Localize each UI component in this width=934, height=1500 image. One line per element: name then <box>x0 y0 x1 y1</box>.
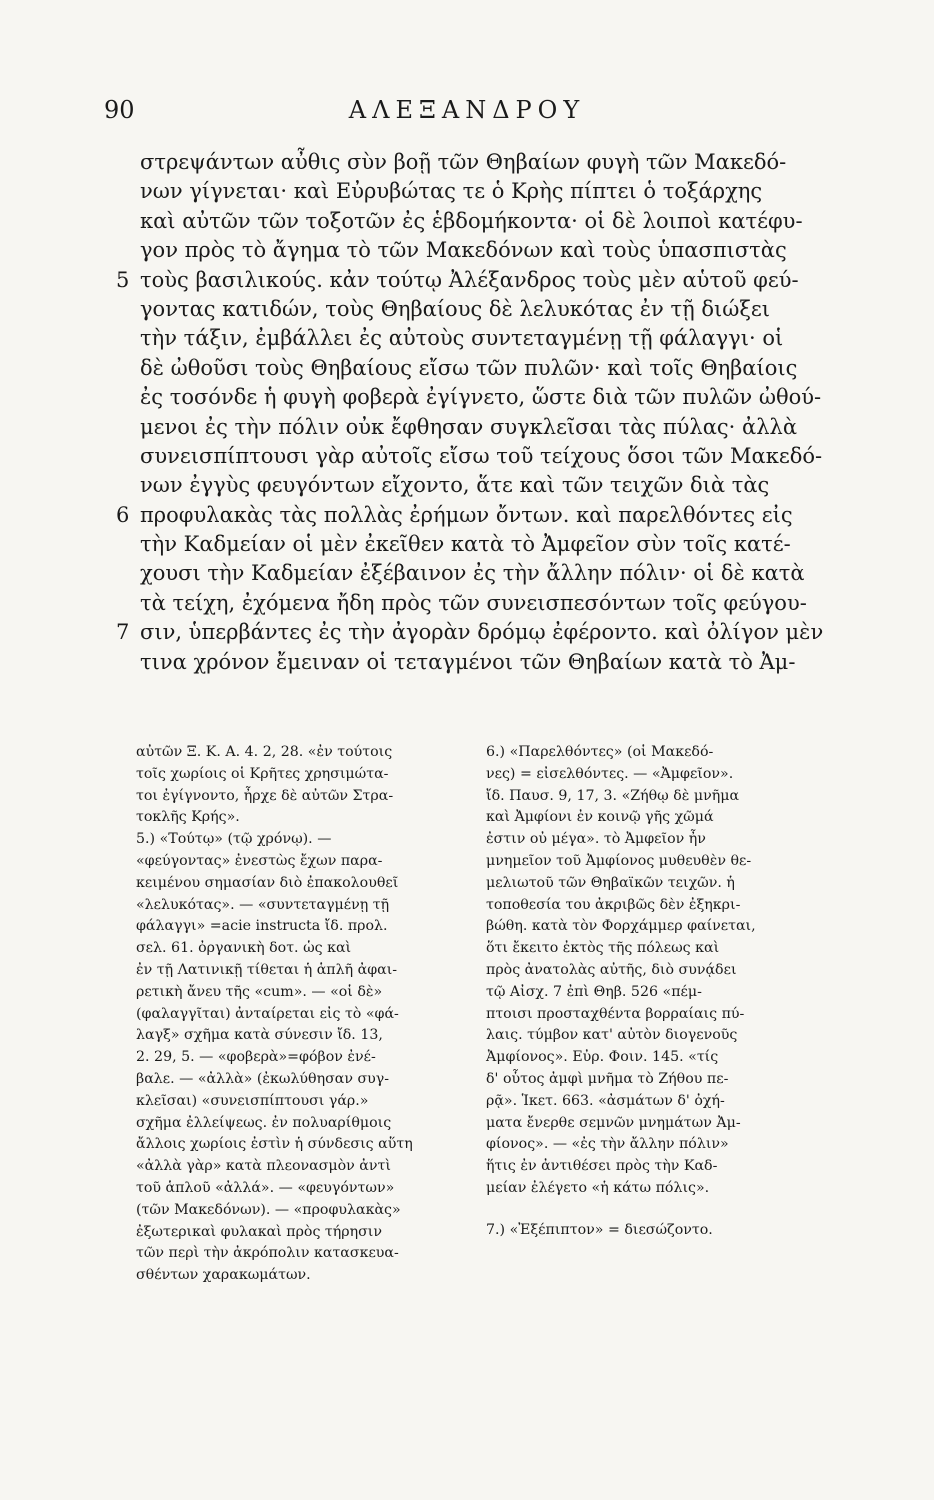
note-line: φάλαγγι» =acie instructa ἴδ. προλ. <box>136 918 388 935</box>
text-line <box>106 177 826 206</box>
page-header <box>0 96 934 136</box>
line-text: χουσι τὴν Καδμείαν ἐξέβαινον ἐς τὴν ἄλλην πόλιν· οἱ δὲ κατὰ <box>140 561 805 586</box>
line-text: γοντας κατιδών, τοὺς Θηβαίους δὲ λελυκότας ἐν τῇ διώξει <box>140 296 771 321</box>
main-text <box>106 148 826 677</box>
text-line <box>106 324 826 353</box>
note-line: μνημεῖον τοῦ Ἀμφίονος μυθευθὲν θε- <box>486 852 752 869</box>
note-line: σελ. 61. ὀργανικὴ δοτ. ὡς καὶ <box>136 940 352 957</box>
line-text: μενοι ἐς τὴν πόλιν οὐκ ἔφθησαν συγκλεῖσαι τὰς πύλας· ἀλλὰ <box>140 414 797 439</box>
note-line: λαις. τύμβον κατ' αὐτὸν διογενοῦς <box>486 1027 738 1044</box>
note-line: (φαλαγγῖται) ἀνταίρεται εἰς τὸ «φά- <box>136 1005 399 1022</box>
note-line: αὐτῶν Ξ. Κ. Α. 4. 2, 28. «ἐν τούτοις <box>136 744 393 760</box>
page-number: 90 <box>104 96 135 124</box>
note-line: σχῆμα ἐλλείψεως. ἐν πολυαρίθμοις <box>136 1114 392 1131</box>
line-text: τὴν Καδμείαν οἱ μὲν ἐκεῖθεν κατὰ τὸ Ἀμφεῖον σὺν τοῖς κατέ- <box>140 532 791 557</box>
note-line: τοι ἐγίγνοντο, ἦρχε δὲ αὐτῶν Στρα- <box>136 787 394 804</box>
note-line: ἐξωτερικαὶ φυλακαὶ πρὸς τήρησιν <box>136 1223 382 1240</box>
note-line: φίονος». — «ἐς τὴν ἄλλην πόλιν» <box>486 1136 729 1153</box>
text-line <box>106 559 826 588</box>
note-line: τοῦ ἁπλοῦ «ἀλλά». — «φευγόντων» <box>136 1179 395 1196</box>
text-line <box>106 354 826 383</box>
note-line: τῶν περὶ τὴν ἀκρόπολιν κατασκευα- <box>136 1245 399 1262</box>
line-text: τὰ τείχη, ἐχόμενα ἤδη πρὸς τῶν συνεισπεσόντων τοῖς φεύγου- <box>140 590 807 615</box>
note-line: ματα ἔνερθε σεμνῶν μνημάτων Ἀμ- <box>486 1114 741 1131</box>
note-line: 5.) «Τούτῳ» (τῷ χρόνῳ). — <box>136 831 332 848</box>
line-text: τὴν τάξιν, ἐμβάλλει ἐς αὐτοὺς συντεταγμένῃ τῇ φάλαγγι· οἱ <box>140 326 784 351</box>
running-title: ΑΛΕΞΑΝΔΡΟΥ <box>348 96 586 124</box>
note-line: βώθη. κατὰ τὸν Φορχάμμερ φαίνεται, <box>486 918 756 935</box>
note-line: ἥτις ἐν ἀντιθέσει πρὸς τὴν Καδ- <box>486 1158 718 1175</box>
line-text: στρεψάντων αὖθις σὺν βοῇ τῶν Θηβαίων φυγὴ τῶν Μακεδό- <box>140 150 787 174</box>
note-line: ἐν τῇ Λατινικῇ τίθεται ἡ ἁπλῆ ἀφαι- <box>136 961 398 978</box>
note-line: 7.) «Ἐξέπιπτον» = διεσώζοντο. <box>486 1221 713 1238</box>
text-line <box>106 148 826 177</box>
line-text: σιν, ὑπερβάντες ἐς τὴν ἀγορὰν δρόμῳ ἐφέροντο. καὶ ὀλίγον μὲν <box>140 620 824 645</box>
note-line: 6.) «Παρελθόντες» (οἱ Μακεδό- <box>486 744 714 760</box>
section-number: 5 <box>116 267 130 292</box>
text-line <box>106 383 826 412</box>
notes-left-column <box>136 742 466 1287</box>
note-line: λαγξ» σχῆμα κατὰ σύνεσιν ἴδ. 13, <box>136 1027 383 1044</box>
note-line: πρὸς ἀνατολὰς αὐτῆς, διὸ συνᾴδει <box>486 961 737 978</box>
note-line: πτοισι προσταχθέντα βορραίαις πύ- <box>486 1005 745 1022</box>
note-line: καὶ Ἀμφίονι ἐν κοινῷ γῆς χῶμά <box>486 809 714 826</box>
note-line: μείαν ἐλέγετο «ἡ κάτω πόλις». <box>486 1179 710 1196</box>
text-line <box>106 648 826 677</box>
line-text: δὲ ὠθοῦσι τοὺς Θηβαίους εἴσω τῶν πυλῶν· καὶ τοῖς Θηβαίοις <box>140 355 798 380</box>
text-line <box>106 442 826 471</box>
note-line: τοκλῆς Κρής». <box>136 809 240 826</box>
note-line: 2. 29, 5. — «φοβερὰ»=φόβον ἐνέ- <box>136 1049 376 1066</box>
text-line <box>106 589 826 618</box>
note-line: τοποθεσία του ἀκριβῶς δὲν ἐξηκρι- <box>486 896 741 913</box>
text-line <box>106 413 826 442</box>
note-line: ἐστιν οὐ μέγα». τὸ Ἀμφεῖον ἦν <box>486 831 706 848</box>
note-line: «λελυκότας». — «συντεταγμένῃ τῇ <box>136 896 390 913</box>
note-line: ὅτι ἔκειτο ἐκτὸς τῆς πόλεως καὶ <box>486 940 720 957</box>
note-line: βαλε. — «ἀλλὰ» (ἐκωλύθησαν συγ- <box>136 1070 390 1087</box>
text-line <box>106 295 826 324</box>
note-line: σθέντων χαρακωμάτων. <box>136 1267 311 1284</box>
note-line: (τῶν Μακεδόνων). — «προφυλακὰς» <box>136 1201 401 1218</box>
note-line: Ἀμφίονος». Εὐρ. Φοιν. 145. «τίς <box>486 1049 719 1066</box>
line-text: τοὺς βασιλικούς. κἀν τούτῳ Ἀλέξανδρος τοὺς μὲν αὑτοῦ φεύ- <box>140 267 799 292</box>
line-text: νων γίγνεται· καὶ Εὐρυβώτας τε ὁ Κρὴς πίπτει ὁ τοξάρχης <box>140 179 763 204</box>
text-line <box>106 530 826 559</box>
section-number: 6 <box>116 502 130 527</box>
note-line: «ἀλλὰ γὰρ» κατὰ πλεονασμὸν ἀντὶ <box>136 1158 391 1175</box>
note-line: δ' οὗτος ἀμφὶ μνῆμα τὸ Ζήθου πε- <box>486 1070 729 1087</box>
line-text: νων ἐγγὺς φευγόντων εἴχοντο, ἅτε καὶ τῶν τειχῶν διὰ τὰς <box>140 473 770 498</box>
line-text: συνεισπίπτουσι γὰρ αὐτοῖς εἴσω τοῦ τείχους ὅσοι τῶν Μακεδό- <box>140 443 823 468</box>
line-text: προφυλακὰς τὰς πολλὰς ἐρήμων ὄντων. καὶ παρελθόντες εἰς <box>140 502 793 527</box>
note-line: «φεύγοντας» ἐνεστὼς ἔχων παρα- <box>136 852 383 869</box>
line-text: γον πρὸς τὸ ἄγημα τὸ τῶν Μακεδόνων καὶ τοὺς ὑπασπιστὰς <box>140 238 787 263</box>
note-line: νες) = εἰσελθόντες. — «Ἀμφεῖον». <box>486 765 734 782</box>
text-line <box>106 471 826 500</box>
text-line <box>106 236 826 265</box>
text-line <box>106 207 826 236</box>
note-line: ρᾷ». Ἱκετ. 663. «ἀσμάτων δ' ὀχή- <box>486 1092 725 1109</box>
text-line <box>106 501 826 530</box>
note-line: τοῖς χωρίοις οἱ Κρῆτες χρησιμώτα- <box>136 765 389 782</box>
line-text: καὶ αὐτῶν τῶν τοξοτῶν ἐς ἑβδομήκοντα· οἱ δὲ λοιποὶ κατέφυ- <box>140 208 803 233</box>
section-number: 7 <box>116 620 130 645</box>
note-line: τῷ Αἰσχ. 7 ἐπὶ Θηβ. 526 «πέμ- <box>486 983 702 1000</box>
text-line <box>106 266 826 295</box>
notes-right-column <box>486 742 816 1242</box>
note-line: ρετικὴ ἄνευ τῆς «cum». — «οἱ δὲ» <box>136 983 383 1000</box>
note-line: κλεῖσαι) «συνεισπίπτουσι γάρ.» <box>136 1092 369 1109</box>
note-line: ἄλλοις χωρίοις ἐστὶν ἡ σύνδεσις αὕτη <box>136 1136 413 1153</box>
text-line <box>106 618 826 647</box>
note-line: κειμένου σημασίαν διὸ ἐπακολουθεῖ <box>136 874 399 891</box>
note-line: μελιωτοῦ τῶν Θηβαϊκῶν τειχῶν. ἡ <box>486 874 735 891</box>
note-line: ἴδ. Παυσ. 9, 17, 3. «Ζήθῳ δὲ μνῆμα <box>486 787 740 804</box>
line-text: τινα χρόνον ἔμειναν οἱ τεταγμένοι τῶν Θηβαίων κατὰ τὸ Ἀμ- <box>140 649 796 674</box>
line-text: ἐς τοσόνδε ἡ φυγὴ φοβερὰ ἐγίγνετο, ὥστε διὰ τῶν πυλῶν ὠθού- <box>140 385 822 410</box>
